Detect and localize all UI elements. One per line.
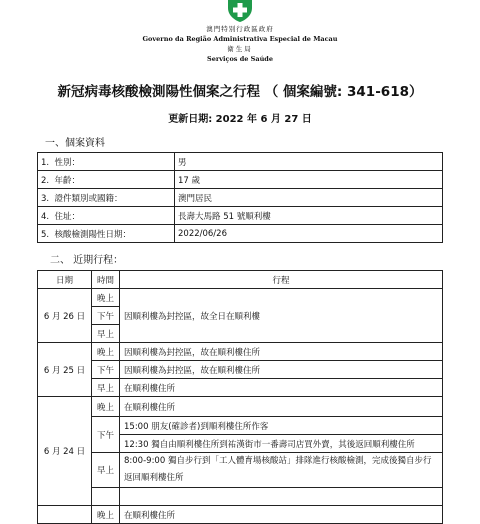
- trip-cell: 8:00-9:00 獨自步行到「工人體育場核酸站」排隊進行核酸檢測，完成後獨自步行返回順利樓住所: [120, 453, 443, 488]
- trip-cell: 在順利樓住所: [120, 506, 443, 524]
- col-header-date: 日期: [38, 271, 92, 289]
- info-value: 男: [175, 153, 443, 171]
- info-value: 澳門居民: [175, 189, 443, 207]
- table-row: [38, 225, 443, 243]
- info-label: 5. 核酸檢測陽性日期：: [38, 225, 175, 243]
- info-label: 2. 年齡：: [38, 171, 175, 189]
- trip-cell: 在順利樓住所: [120, 397, 443, 417]
- section-heading-case-info: 一、個案資料: [45, 138, 105, 149]
- table-row: [38, 343, 443, 361]
- info-value: 17 歲: [175, 171, 443, 189]
- itinerary-table: [37, 270, 443, 524]
- page-title: 新冠病毒核酸檢測陽性個案之行程 （ 個案編號: 341-618）: [57, 84, 423, 100]
- table-row: [38, 153, 443, 171]
- info-label: 4. 住址：: [38, 207, 175, 225]
- time-cell: [92, 488, 120, 506]
- time-cell: 下午: [92, 361, 120, 379]
- time-cell: 晚上: [92, 397, 120, 417]
- table-row: [38, 207, 443, 225]
- org-name-pt: Governo da Região Administrativa Especial de Macau: [142, 35, 338, 43]
- trip-cell: 因順利樓為封控區，故在順利樓住所: [120, 361, 443, 379]
- table-row: [38, 379, 443, 397]
- trip-cell: 因順利樓為封控區，故全日在順利樓: [120, 289, 443, 343]
- table-row: [38, 453, 443, 488]
- info-value: 2022/06/26: [175, 225, 443, 243]
- trip-cell: [120, 488, 443, 506]
- table-row: [38, 506, 443, 524]
- dept-name-pt: Serviços de Saúde: [207, 55, 273, 63]
- trip-cell: 因順利樓為封控區，故在順利樓住所: [120, 343, 443, 361]
- time-cell: 早上: [92, 379, 120, 397]
- time-cell: 早上: [92, 453, 120, 488]
- col-header-trip: 行程: [120, 271, 443, 289]
- table-row: [38, 189, 443, 207]
- section-heading-itinerary: 二、 近期行程：: [50, 255, 124, 266]
- time-cell: 晚上: [92, 289, 120, 307]
- trip-cell: 15:00 朋友(確診者)到順利樓住所作客: [120, 417, 443, 435]
- table-row: [38, 171, 443, 189]
- date-cell: [38, 506, 92, 524]
- table-header-row: [38, 271, 443, 289]
- time-cell: 晚上: [92, 343, 120, 361]
- info-value: 長壽大馬路 51 號順利樓: [175, 207, 443, 225]
- time-cell: 早上: [92, 325, 120, 343]
- info-label: 1. 性別：: [38, 153, 175, 171]
- macau-health-cross-logo-icon: [226, 0, 254, 22]
- table-row: [38, 289, 443, 307]
- time-cell: 下午: [92, 307, 120, 325]
- dept-name-zh: 衛生局: [227, 45, 253, 53]
- table-row: [38, 488, 443, 506]
- trip-cell: 12:30 獨自由順利樓住所到祐漢街市一番壽司店買外賣，其後返回順利樓住所: [120, 435, 443, 453]
- date-cell: 6 月 24 日: [38, 397, 92, 506]
- update-date: 更新日期: 2022 年 6 月 27 日: [168, 114, 312, 125]
- date-cell: 6 月 26 日: [38, 289, 92, 343]
- table-row: [38, 417, 443, 435]
- org-name-zh: 澳門特別行政區政府: [206, 25, 274, 33]
- table-row: [38, 397, 443, 417]
- table-row: [38, 361, 443, 379]
- date-cell: 6 月 25 日: [38, 343, 92, 397]
- col-header-time: 時間: [92, 271, 120, 289]
- time-cell: 晚上: [92, 506, 120, 524]
- time-cell: 下午: [92, 417, 120, 453]
- case-info-table: [37, 152, 443, 243]
- info-label: 3. 證件類別或國籍：: [38, 189, 175, 207]
- trip-cell: 在順利樓住所: [120, 379, 443, 397]
